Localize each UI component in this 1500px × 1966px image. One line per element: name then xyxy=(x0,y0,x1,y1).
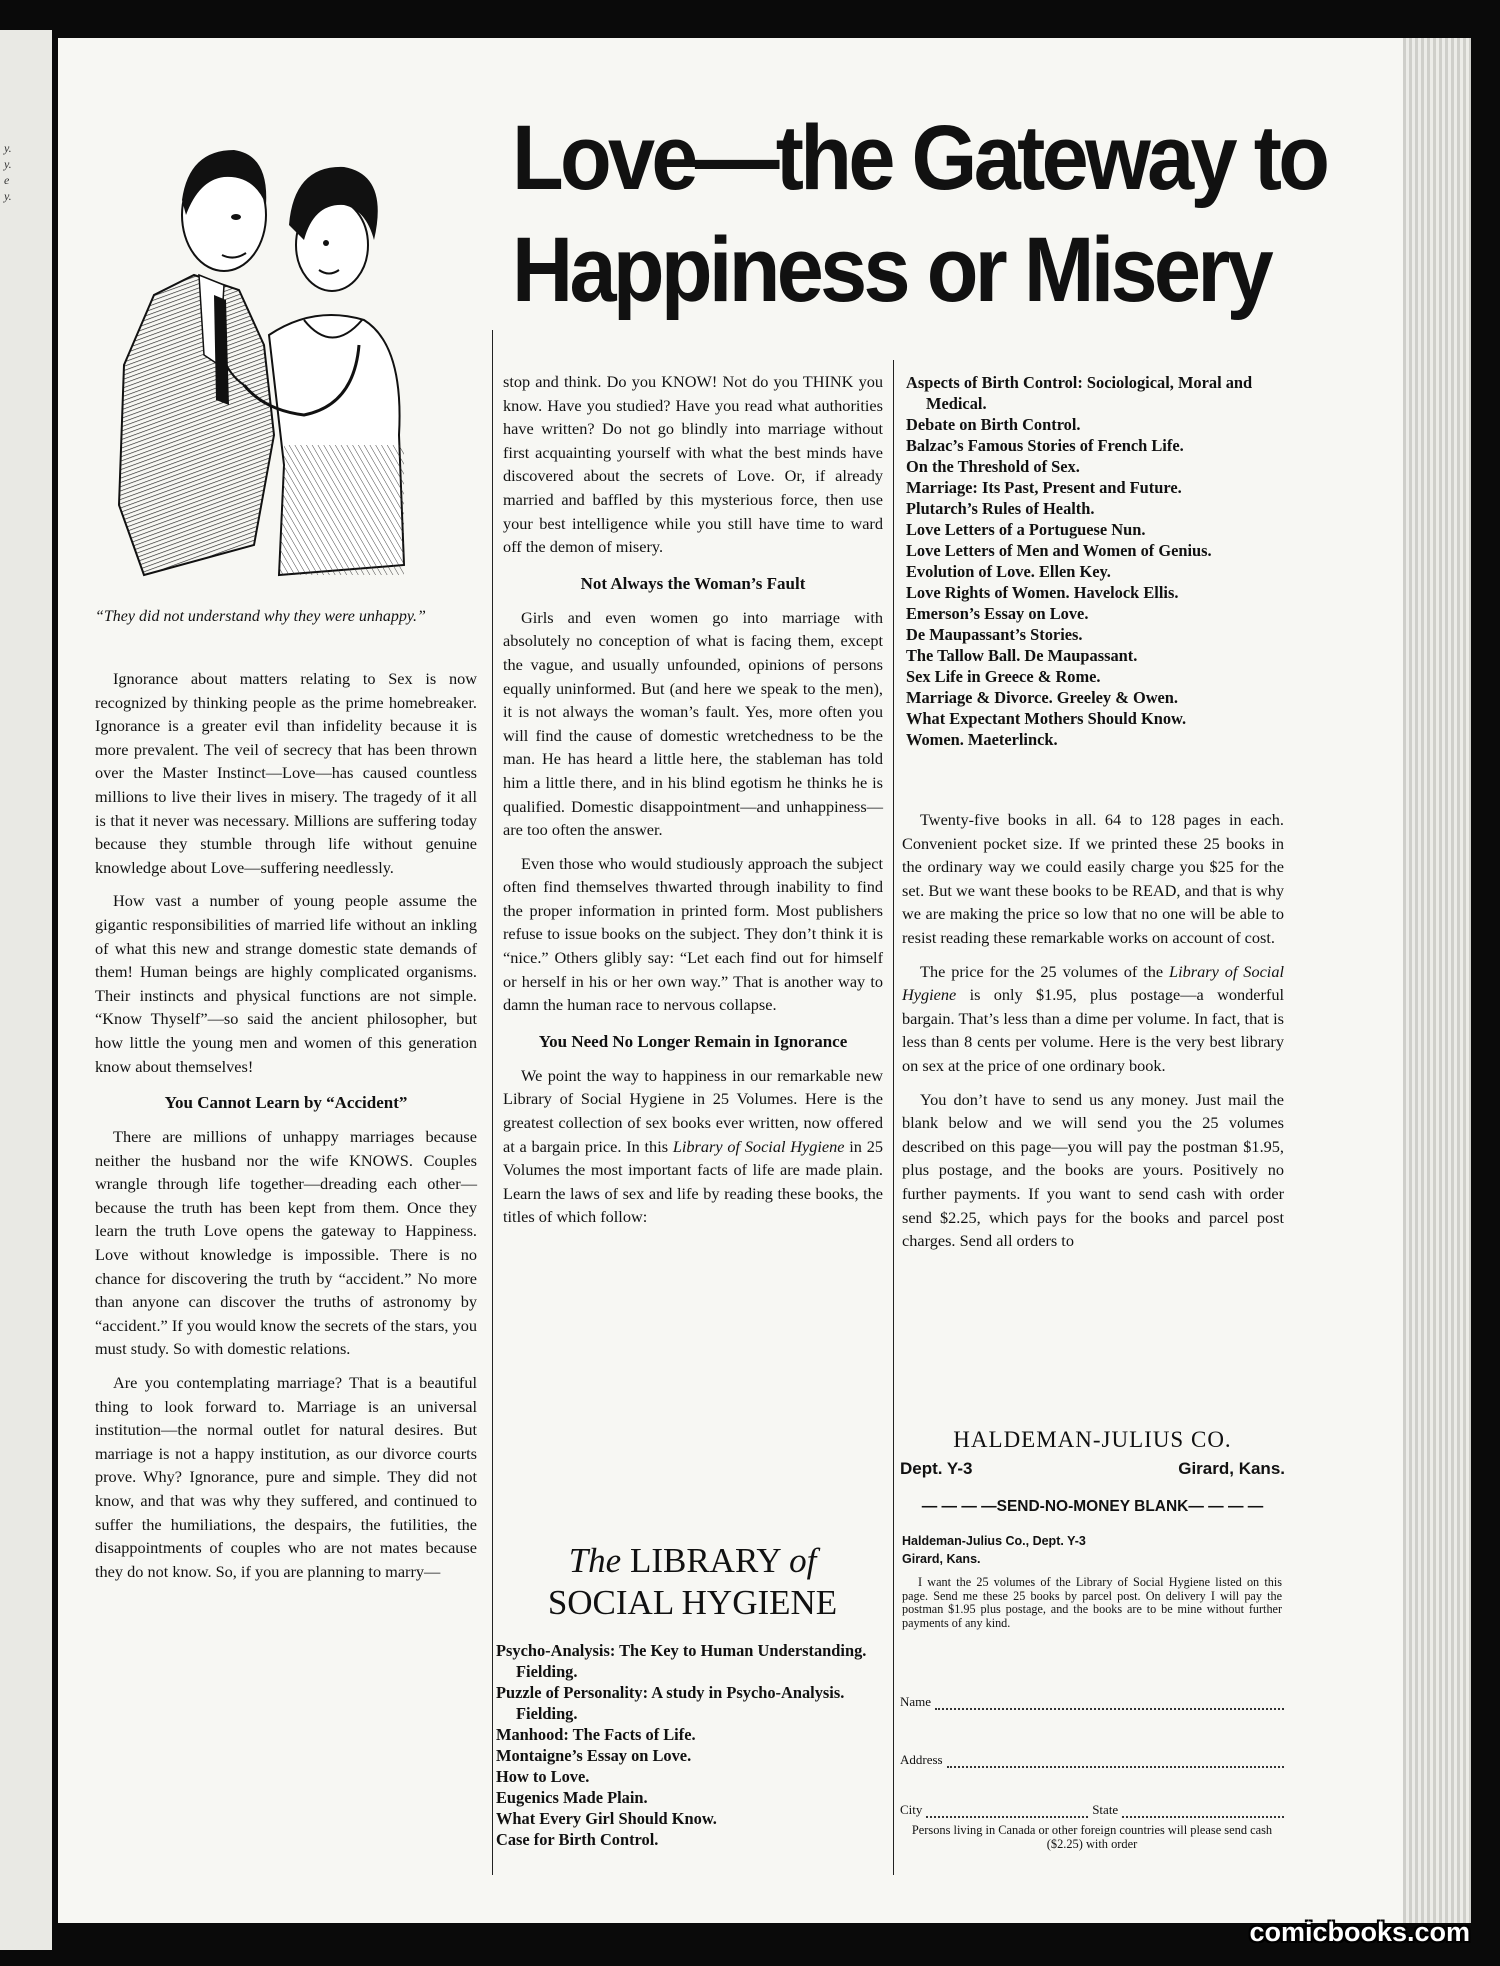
couple-illustration xyxy=(104,105,484,590)
illustration-caption: “They did not understand why they were unhappy.” xyxy=(95,608,426,625)
headline xyxy=(512,102,1327,326)
company-name: HALDEMAN-JULIUS CO. xyxy=(953,1427,1232,1452)
book-title-list-2 xyxy=(906,372,1291,750)
paragraph: stop and think. Do you KNOW! Not do you THINK you know. Have you studied? Have you read what authorities have written? Do not go blindly into marriage without first acquainting yourself with what the best minds have discovered about the secrets of Love. Or, if already married and baffled by this mysterious force, then use your best intelligence while you still have time to ward off the demon of misery. xyxy=(503,372,883,557)
library-title-library: LIBRARY xyxy=(629,1541,781,1580)
previous-page-margin-marks: y. y. e y. xyxy=(4,141,12,203)
text-run: We point the way to happiness in our remarkable new Library of Social Hygiene in 25 Volumes. Here is the greatest collection of sex books ever written, now offered at a bargain price. In this xyxy=(503,1065,883,1156)
order-blank-address xyxy=(902,1532,1282,1568)
state-field-label: State xyxy=(1092,1802,1119,1817)
paragraph xyxy=(902,960,1284,1078)
order-blank-header: — — — —SEND-NO-MONEY BLANK— — — — xyxy=(921,1498,1264,1515)
order-blank-text: I want the 25 volumes of the Library of Social Hygiene listed on this page. Send me these 25 books by parcel post. On delivery I will pay the postman $1.95 plus postage, and the books are to be mine without further payments of any kind. xyxy=(902,1575,1282,1630)
headline-line-2: Happiness or Misery xyxy=(512,219,1270,321)
book-title: Love Rights of Women. Havelock Ellis. xyxy=(906,583,1179,602)
paragraph: Are you contemplating marriage? That is a beautiful thing to look forward to. Marriage is an universal institution—the normal outlet for natural desires. But marriage is not a happy institution, as our divorce courts prove. Why? Ignorance, pure and simple. They did not know, and that was why they suffered, and continued to suffer the humiliations, the despairs, the futilities, the disappointments of couples who are not mates because they do not know. So, if you are planning to marry— xyxy=(95,1373,477,1581)
name-field[interactable] xyxy=(900,1694,1284,1710)
book-title: Marriage & Divorce. Greeley & Owen. xyxy=(906,688,1179,707)
state-field-line[interactable] xyxy=(1122,1804,1284,1818)
company-address xyxy=(900,1427,1285,1479)
library-name-italic: Library of Social Hygiene xyxy=(672,1136,845,1156)
book-title: Love Letters of a Portuguese Nun. xyxy=(906,520,1146,539)
column-rule-left xyxy=(492,330,493,1875)
book-title: Love Letters of Men and Women of Genius. xyxy=(906,541,1212,560)
city-state-field[interactable] xyxy=(900,1802,1284,1818)
paragraph: Ignorance about matters relating to Sex is now recognized by thinking people as the prime homebreaker. Ignorance is a greater evil than infidelity because it is more prevalent. The veil of secrecy that has been thrown over the Master Instinct—Love—has caused countless millions to live their lives in misery. The tragedy of it all is that it never was necessary. Millions are suffering today because they stumble through life without genuine knowledge about Love—suffering needlessly. xyxy=(95,669,477,877)
text-run: in 25 Volumes the most important facts of life are made plain. Learn the laws of sex and life by reading these books, the titles of which follow: xyxy=(503,1136,883,1227)
city-field-label: City xyxy=(900,1802,923,1817)
book-title: How to Love. xyxy=(496,1767,590,1786)
book-title: The Tallow Ball. De Maupassant. xyxy=(906,646,1138,665)
book-title: Women. Maeterlinck. xyxy=(906,730,1058,749)
book-title: Evolution of Love. Ellen Key. xyxy=(906,562,1111,581)
paragraph: How vast a number of young people assume the gigantic responsibilities of married life without an inkling of what this new and strange domestic state demands of them! Human beings are highly complicated organisms. Their instincts and physical functions are not simple. “Know Thyself”—so said the ancient philosopher, but how little the young men and women of this generation know about themselves! xyxy=(95,891,477,1076)
book-title: What Every Girl Should Know. xyxy=(496,1809,717,1828)
watermark: comicbooks.com xyxy=(1249,1917,1470,1947)
page-stack-edge xyxy=(1403,38,1471,1923)
address-field-line[interactable] xyxy=(947,1754,1284,1768)
book-title: Eugenics Made Plain. xyxy=(496,1788,648,1807)
library-title-the: The xyxy=(568,1541,622,1580)
book-title: What Expectant Mothers Should Know. xyxy=(906,709,1187,728)
text-run: is only $1.95, plus postage—a wonderful bargain. That’s less than a dime per volume. In fact, that is less than 8 cents per volume. Here is the very best library on sex at the price of one ordinary book. xyxy=(902,985,1284,1075)
library-title-line-2: SOCIAL HYGIENE xyxy=(547,1583,838,1622)
headline-line-1: Love—the Gateway to xyxy=(512,107,1327,209)
book-title: Manhood: The Facts of Life. xyxy=(496,1725,696,1744)
company-city: Girard, Kans. xyxy=(1178,1459,1285,1478)
book-title: On the Threshold of Sex. xyxy=(906,457,1080,476)
foreign-orders-note: Persons living in Canada or other foreign countries will please send cash ($2.25) with order xyxy=(911,1823,1273,1851)
paragraph: Even those who would studiously approach the subject often find themselves thwarted through inability to find the proper information in printed form. Most publishers refuse to issue books on the subject. They don’t think it is “nice.” Others glibly say: “Let each find out for himself or herself in his or her own way.” That is another way to damn the human race to nervous collapse. xyxy=(503,853,883,1015)
column-rule-right xyxy=(893,360,894,1875)
subheading: Not Always the Woman’s Fault xyxy=(580,573,806,593)
library-name-italic: Library of Social Hygiene xyxy=(902,961,1284,1005)
paragraph xyxy=(503,1064,883,1229)
book-title: Balzac’s Famous Stories of French Life. xyxy=(906,436,1184,455)
book-title: Debate on Birth Control. xyxy=(906,415,1081,434)
subheading: You Cannot Learn by “Accident” xyxy=(164,1093,408,1113)
order-blank-address-line-2: Girard, Kans. xyxy=(902,1552,981,1566)
paragraph: You don’t have to send us any money. Just mail the blank below and we will send you the 25 volumes described on this page—you will pay the postman $1.95, plus postage, and the books are yours. Positively no further payments. If you want to send cash with order send $2.25, which pays for the books and parcel post charges. Send all orders to xyxy=(902,1089,1284,1251)
book-title: Case for Birth Control. xyxy=(496,1830,659,1849)
library-title-of: of xyxy=(789,1541,817,1580)
library-title xyxy=(505,1540,880,1624)
paragraph: Girls and even women go into marriage with absolutely no conception of what is facing them, except the vague, and usually unfounded, opinions of persons equally uninformed. But (and here we speak to the men), it is not always the woman’s fault. Yes, more often you will find the cause of domestic wretchedness to be the man. He has heard a little here, the stableman has told him a little there, and in his blind egotism he thinks he is qualified. Domestic disappointment—and unhappiness—are too often the answer. xyxy=(503,607,883,840)
book-title: Montaigne’s Essay on Love. xyxy=(496,1746,692,1765)
book-title: Sex Life in Greece & Rome. xyxy=(906,667,1101,686)
paragraph: Twenty-five books in all. 64 to 128 pages in each. Convenient pocket size. If we printed these 25 books in the ordinary way we could easily charge you $25 for the set. But we want these books to be READ, and that is why we are making the price so low that no one will be able to resist reading these remarkable works on account of cost. xyxy=(902,810,1284,947)
subheading: You Need No Longer Remain in Ignorance xyxy=(538,1031,848,1051)
order-blank-address-line-1: Haldeman-Julius Co., Dept. Y-3 xyxy=(902,1534,1086,1548)
paragraph: There are millions of unhappy marriages because neither the husband nor the wife KNOWS. Couples wrangle through life together—dreading each other—because the truth has been kept from them. Once they learn the truth Love opens the gateway to Happiness. Love without knowledge is impossible. There is no chance for discovering the truth by “accident.” No more than anyone can discover the truths of astronomy by “accident.” If you would know the secrets of the stars, you must study. So with domestic relations. xyxy=(95,1127,477,1359)
book-title-list-1 xyxy=(496,1640,880,1850)
book-title: Emerson’s Essay on Love. xyxy=(906,604,1089,623)
book-title: Plutarch’s Rules of Health. xyxy=(906,499,1095,518)
book-title: De Maupassant’s Stories. xyxy=(906,625,1083,644)
company-dept: Dept. Y-3 xyxy=(900,1459,973,1478)
column-3 xyxy=(902,808,1284,1263)
column-2 xyxy=(503,370,883,1239)
text-run: The price for the 25 volumes of the xyxy=(920,961,1170,981)
name-field-label: Name xyxy=(900,1694,932,1709)
book-title: Puzzle of Personality: A study in Psycho-Analysis. Fielding. xyxy=(496,1683,845,1723)
previous-page-edge xyxy=(0,30,52,1950)
address-field[interactable] xyxy=(900,1752,1284,1768)
name-field-line[interactable] xyxy=(935,1696,1284,1710)
address-field-label: Address xyxy=(900,1752,943,1767)
column-1 xyxy=(95,667,477,1593)
book-title: Psycho-Analysis: The Key to Human Understanding. Fielding. xyxy=(496,1641,867,1681)
city-field-line[interactable] xyxy=(926,1804,1088,1818)
book-title: Marriage: Its Past, Present and Future. xyxy=(906,478,1182,497)
book-title: Aspects of Birth Control: Sociological, Moral and Medical. xyxy=(906,373,1253,413)
